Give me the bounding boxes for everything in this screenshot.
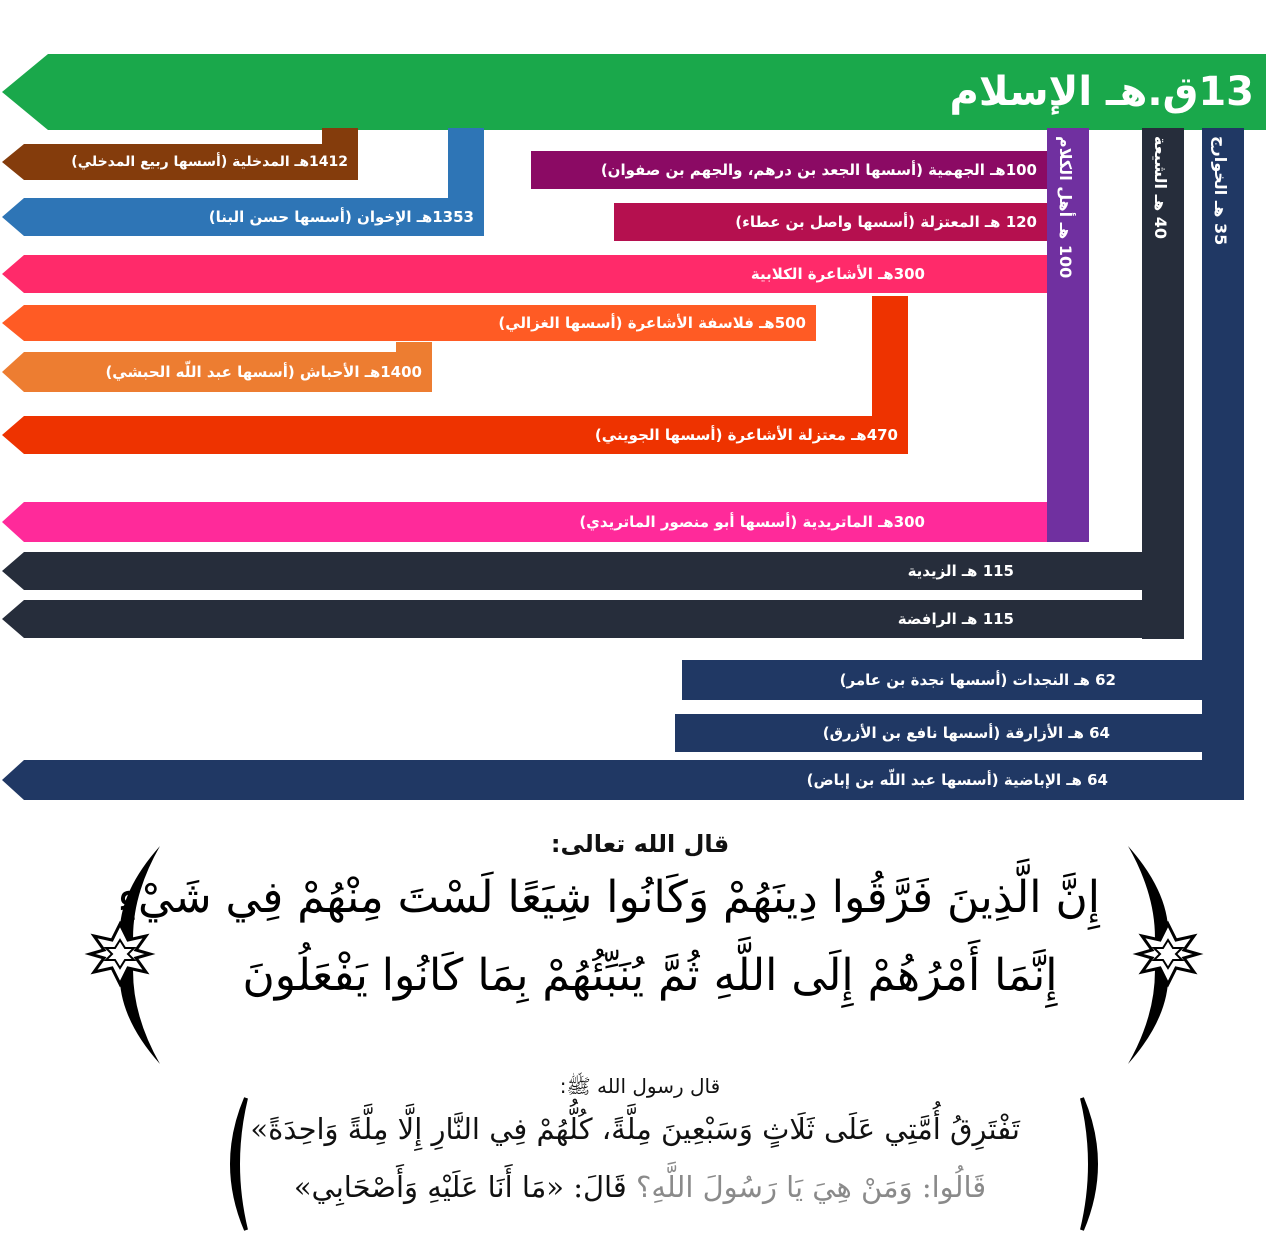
branch-ahbash [24,352,432,392]
branch-maturidiya [24,502,1047,542]
ornament-left-icon [80,842,170,1068]
branch-ibadiya-tip [2,760,24,800]
verse-line-2: إِنَّمَا أَمْرُهُمْ إِلَى اللَّهِ ثُمَّ يُنَبِّئُهُمْ بِمَا كَانُوا يَفْعَلُونَ [242,950,1058,1001]
branch-rafida-tip [2,600,24,638]
trunk-khawarij-label: 35 هـ الخوارج [1211,136,1230,246]
branch-zaydiya [24,552,1142,590]
branch-zaydiya-tip [2,552,24,590]
verse-intro: قال الله تعالى: [550,830,730,858]
trunk-shia-label: 40 هـ الشيعة [1151,136,1170,240]
branch-mutazilat-ashaira-tip [2,416,24,454]
branch-ibadiya [24,760,1244,800]
branch-mutazilat-ashaira [24,416,908,454]
header-bar [48,54,1266,130]
branch-rafida [24,600,1184,638]
branch-ashaira-kullabiya-label: 300هـ الأشاعرة الكلابية [750,265,925,283]
hadith-answer: قَالَ: «مَا أَنَا عَلَيْهِ وَأَصْحَابِي» [293,1170,627,1204]
branch-ikhwan-label: 1353هـ الإخوان (أسسها حسن البنا) [208,208,474,226]
connector-ahbash [396,342,432,352]
branch-ahbash-tip [2,352,24,392]
branch-najadat-label: 62 هـ النجدات (أسسها نجدة بن عامر) [839,671,1116,689]
branch-mutazila [614,203,1047,241]
ornament-right-icon [1118,842,1208,1068]
hadith-line-2 [260,1170,1020,1204]
branch-ibadiya-label: 64 هـ الإباضية (أسسها عبد اللّه بن إباض) [806,771,1108,789]
hadith-intro: قال رسول الله ﷺ: [559,1074,721,1098]
branch-madkhaliya-tip [2,144,24,180]
branch-ikhwan [24,198,484,236]
branch-azariqa-label: 64 هـ الأزارقة (أسسها نافع بن الأزرق) [822,724,1110,742]
branch-madkhaliya-label: 1412هـ المدخلية (أسسها ربيع المدخلي) [71,154,348,170]
branch-maturidiya-label: 300هـ الماتريدية (أسسها أبو منصور الماتريدي) [579,513,925,531]
branch-zaydiya-label: 115 هـ الزيدية [907,562,1014,580]
branch-jahmiya [531,151,1047,189]
trunk-ahl-kalam-label: 100 هـ أهل الكلام [1056,136,1075,279]
branch-najadat [682,660,1202,700]
branch-rafida-label: 115 هـ الرافضة [897,610,1014,628]
branch-ashaira-kullabiya-tip [2,255,24,293]
branch-maturidiya-tip [2,502,24,542]
branch-falasifa-label: 500هـ فلاسفة الأشاعرة (أسسها الغزالي) [498,314,806,332]
branch-mutazilat-ashaira-label: 470هـ معتزلة الأشاعرة (أسسها الجويني) [594,426,898,444]
header-arrow-tip [2,54,48,130]
branch-azariqa [675,714,1202,752]
branch-ashaira-kullabiya [24,255,1047,293]
branch-jahmiya-label: 100هـ الجهمية (أسسها الجعد بن درهم، والجهم بن صفوان) [600,161,1037,179]
connector-ikhwan [448,128,484,198]
bracket-right-icon [1076,1094,1116,1234]
hadith-line-1: تَفْتَرِقُ أُمَّتِي عَلَى ثَلَاثٍ وَسَبْعِينَ مِلَّةً، كُلُّهُمْ فِي النَّارِ إِلَّا مِلَّةً وَاحِدَةً» [250,1112,1020,1146]
branch-falasifa-tip [2,305,24,341]
branch-ikhwan-tip [2,198,24,236]
verse-line-1: إِنَّ الَّذِينَ فَرَّقُوا دِينَهُمْ وَكَانُوا شِيَعًا لَسْتَ مِنْهُمْ فِي شَيْءٍ [117,872,1100,923]
bracket-left-icon [212,1094,252,1234]
header-title: 13ق.هـ الإسلام [949,69,1254,115]
hadith-question: قَالُوا: وَمَنْ هِيَ يَا رَسُولَ اللَّهِ؟ [635,1170,987,1204]
branch-mutazila-label: 120 هـ المعتزلة (أسسها واصل بن عطاء) [735,213,1037,231]
branch-madkhaliya [24,144,358,180]
branch-falasifa [24,305,816,341]
branch-ahbash-label: 1400هـ الأحباش (أسسها عبد اللّه الحبشي) [105,363,422,381]
connector-mutazilat-ashaira [872,296,908,416]
